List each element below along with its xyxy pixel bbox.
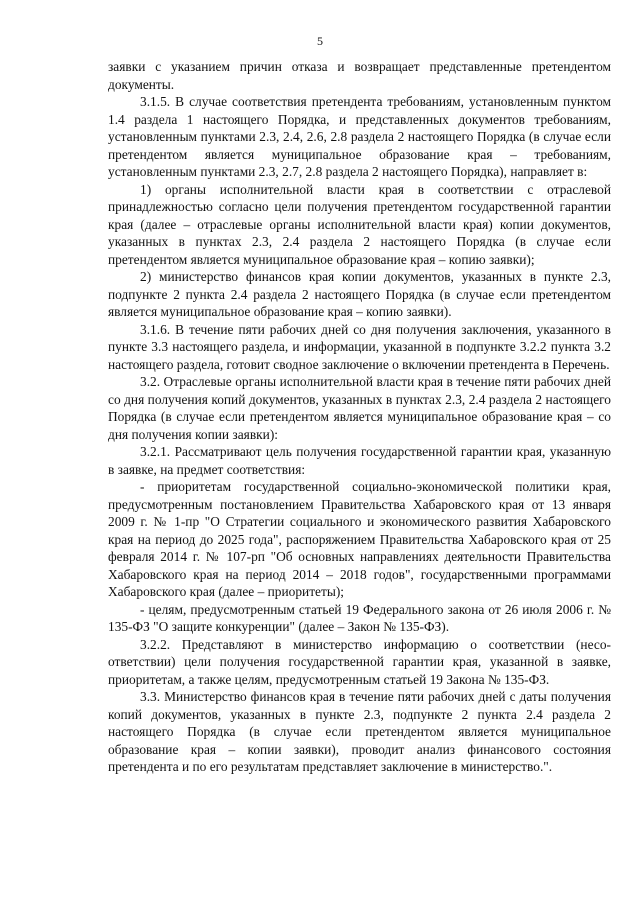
paragraph: 3.2.2. Представляют в министерство информацию о соответствии (несоответствии) цели получения государственной гарантии края, указанной в заявке, приоритетам, а также целям, предусмотренным статьей 19 Закона № 135-ФЗ.: [108, 636, 611, 687]
paragraph: - целям, предусмотренным статьей 19 Федерального закона от 26 июля 2006 г. № 135-ФЗ "О защите конкуренции" (далее – Закон № 135-ФЗ).: [108, 601, 611, 634]
document-body: [108, 58, 611, 776]
paragraph: 3.2.1. Рассматривают цель получения государственной гарантии края, указанную в заявке, на предмет соответствия:: [108, 444, 611, 477]
paragraph: 3.1.6. В течение пяти рабочих дней со дня получения заключения, указанного в пункте 3.3 настоящего раздела, и информации, указанной в подпункте 3.2.2 пункта 3.2 настоящего раздела, готовит сводное заключение о включении претендента в Перечень.: [108, 321, 611, 372]
paragraph: заявки с указанием причин отказа и возвращает представленные претендентом документы.: [108, 59, 611, 92]
paragraph: 2) министерство финансов края копии документов, указанных в пункте 2.3, подпункте 2 пункта 2.4 раздела 2 настоящего Порядка (в случае если претендентом является муниципальное образование края – копию заявки).: [108, 269, 611, 319]
page-number: 5: [317, 34, 323, 48]
paragraph: 3.1.5. В случае соответствия претендента требованиям, установленным пунктом 1.4 раздела 1 настоящего Порядка, и представленных документов требованиям, установленным пунктами 2.3, 2.4, 2.6, 2.8 раздела 2 настоящего Порядка (в случае если претендентом является муниципальное образование края – требованиям, установленным пунктами 2.3, 2.7, 2.8 раздела 2 настоящего Порядка), направляет в:: [108, 94, 611, 179]
paragraph: - приоритетам государственной социально-экономической политики края, предусмотренным постановлением Правительства Хабаровского края от 13 января 2009 г. № 1-пр "О Стратегии социального и экономического развития Хабаровского края на период до 2025 года", распоряжением Правительства Хабаровского края от 25 февраля 2014 г. № 107-рп "Об основных направлениях деятельности Правительства Хабаровского края на период 2014 – 2018 годов", государственными программами Хабаровского края (далее – приоритеты);: [108, 479, 611, 599]
paragraph: 3.3. Министерство финансов края в течение пяти рабочих дней с даты получения копий документов, указанных в пункте 2.3, подпункте 2 пункта 2.4 раздела 2 настоящего Порядка (в случае если претендентом является муниципальное образование края – копии заявки), проводит анализ финансового состояния претендента и по его результатам представляет заключение в министерство.".: [108, 689, 611, 774]
paragraph: 3.2. Отраслевые органы исполнительной власти края в течение пяти рабочих дней со дня получения копий документов, указанных в пунктах 2.3, 2.4 раздела 2 настоящего Порядка (в случае если претендентом является муниципальное образование края – со дня получения копии заявки):: [108, 374, 611, 442]
paragraph: 1) органы исполнительной власти края в соответствии с отраслевой принадлежностью согласно цели получения претендентом государственной гарантии края (далее – отраслевые органы исполнительной власти края) копии документов, указанных в пунктах 2.3, 2.4 раздела 2 настоящего Порядка (в случае если претендентом является муниципальное образование края – копию заявки);: [108, 181, 611, 267]
